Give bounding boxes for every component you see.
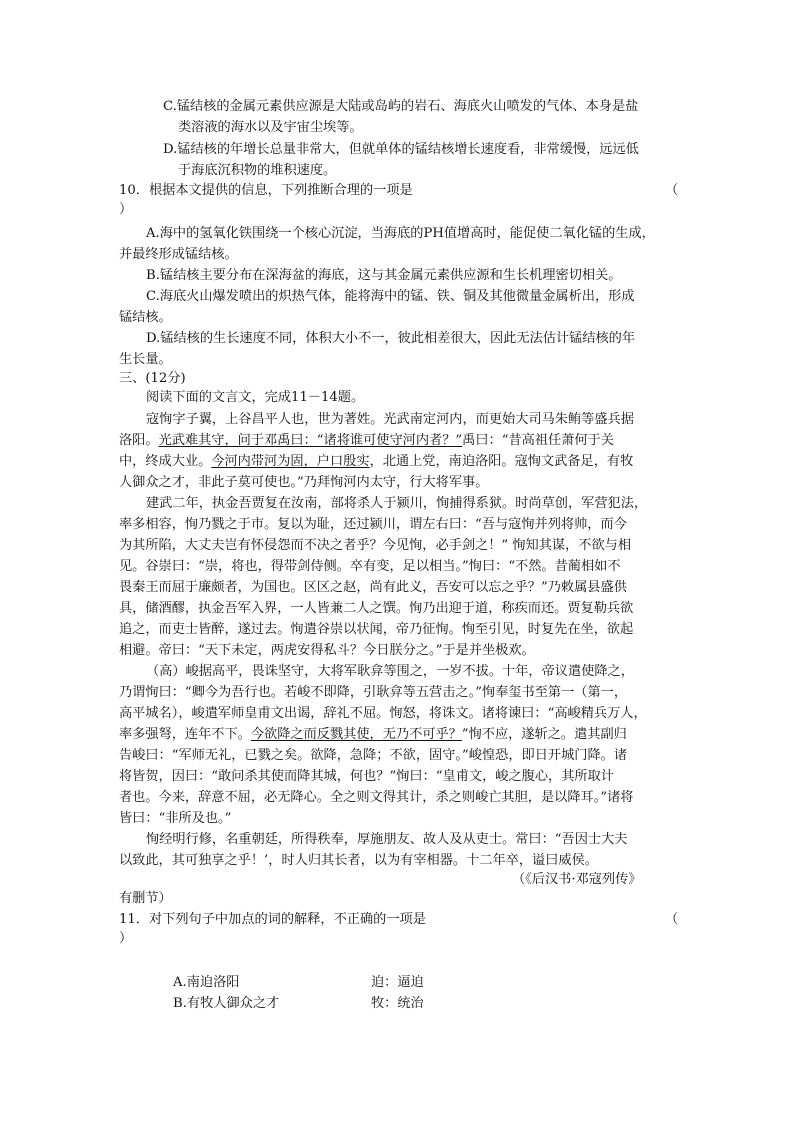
- q10-option-d-line2: 生长量。: [119, 352, 172, 367]
- q11-paren-close: ）: [119, 931, 133, 946]
- passage-text: ，北通上党，南迫洛阳。寇恂文武备足，有牧: [369, 454, 634, 469]
- q10-option-c-line1: C.海底火山爆发喷出的炽热气体，能将海中的锰、铁、铜及其他微量金属析出，形成: [146, 289, 635, 304]
- underlined-sentence: 今河内带河为固，户口殷实: [211, 454, 370, 469]
- q11-option-b-gloss: 牧：统治: [371, 996, 424, 1011]
- source-citation: （《后汉书·邓寇列传》: [512, 872, 642, 887]
- passage-line: [119, 431, 614, 451]
- section-instruction: 阅读下面的文言文，完成11－14题。: [146, 390, 365, 405]
- passage-line: 人御众之才，非此子莫可使也。”乃拜恂河内太守，行大将军事。: [119, 475, 489, 490]
- q9-option-c-line1: C.锰结核的金属元素供应源是大陆或岛屿的岩石、海底火山喷发的气体、本身是盐: [163, 99, 639, 114]
- passage-line: 建武二年，执金吾贾复在汝南，部将杀人于颍川，恂捕得系狱。时尚草创，军营犯法，: [146, 496, 648, 511]
- q11-option-a-gloss: 迫：逼迫: [371, 975, 424, 990]
- passage-line: 见。谷崇曰：“崇，将也，得带剑侍侧。卒有变，足以相当。”恂曰：“不然。昔蔺相如不: [119, 559, 621, 574]
- passage-line: （高）峻据高平，畏诛坚守，大将军耿弇等围之，一岁不拔。十年，帝议遣使降之，: [146, 664, 634, 679]
- passage-line: 寇恂字子翼，上谷昌平人也，世为著姓。光武南定河内，而更始大司马朱鲔等盛兵据: [146, 412, 634, 427]
- q10-option-d-line1: D.锰结核的生长速度不同，体积大小不一，彼此相差很大，因此无法估计锰结核的年: [146, 331, 636, 346]
- q10-paren-close: ）: [119, 202, 133, 217]
- passage-line: 为其所陷，大丈夫岂有怀侵怨而不决之者乎？今见恂，必手剑之！” 恂知其谋，不欲与相: [119, 538, 632, 553]
- passage-line: [119, 725, 627, 745]
- q10-option-c-line2: 锰结核。: [119, 310, 172, 325]
- q10-stem: 10．根据本文提供的信息，下列推断合理的一项是: [119, 183, 413, 198]
- passage-line: 皆曰：“非所及也。”: [119, 811, 232, 826]
- q11-option-b-sentence: B.有牧人御众之才: [173, 996, 280, 1011]
- q10-paren-open: （: [665, 183, 679, 198]
- passage-text: 洛阳。: [119, 433, 159, 448]
- passage-line: 畏秦王而屈于廉颇者，为国也。区区之赵，尚有此义，吾安可以忘之乎？”乃敕属县盛供: [119, 580, 627, 595]
- passage-line: 高平城名），峻遣军师皇甫文出谒，辞礼不屈。恂怒，将诛文。诸将谏曰：“高峻精兵万人，: [119, 706, 647, 721]
- source-citation-cont: 有删节）: [119, 891, 172, 906]
- passage-text: 禹曰：“昔高祖任萧何于关: [462, 433, 614, 448]
- passage-line: 相避。帝曰：“天下未定，两虎安得私斗？今日朕分之。”于是并坐极欢。: [119, 643, 535, 658]
- q10-option-b-line1: B.锰结核主要分布在深海盆的海底，这与其金属元素供应源和生长机理密切相关。: [146, 268, 622, 283]
- q10-option-a-line1: A.海中的氢氧化铁围绕一个核心沉淀，当海底的PH值增高时，能促使二氧化锰的生成，: [146, 226, 655, 241]
- q11-paren-open: （: [665, 912, 679, 927]
- passage-line: 具，储酒醪，执金吾军入界，一人皆兼二人之馔。恂乃出迎于道，称疾而还。贾复勒兵欲: [119, 601, 634, 616]
- passage-line: 追之，而吏士皆醉，遂过去。恂遣谷崇以状闻，帝乃征恂。恂至引见，时复先在坐，欲起: [119, 622, 634, 637]
- passage-line: 将皆贺，因曰：“敢问杀其使而降其城，何也？”恂曰：“皇甫文，峻之腹心，其所取计: [119, 769, 614, 784]
- q11-stem: 11．对下列句子中加点的词的解释，不正确的一项是: [119, 912, 426, 927]
- passage-text: 率多强弩，连年不下。: [119, 727, 251, 742]
- underlined-sentence: 今欲降之而反戮其使，无乃不可乎？: [250, 727, 462, 742]
- passage-text: ”恂不应，遂斩之。遣其副归: [461, 727, 627, 742]
- passage-line: 告峻曰：“军师无礼，已戮之矣。欲降，急降；不欲，固守。”峻惶恐，即日开城门降。诸: [119, 748, 628, 763]
- passage-line: [119, 452, 633, 472]
- section-heading: 三、(12分): [119, 371, 186, 386]
- passage-line: 率多相容，恂乃戮之于市。复以为耻，还过颍川，谓左右曰：“吾与寇恂并列将帅，而今: [119, 517, 627, 532]
- passage-text: 中，终成大业。: [119, 454, 212, 469]
- q9-option-d-line1: D.锰结核的年增长总量非常大，但就单体的锰结核增长速度看，非常缓慢，远远低: [163, 142, 639, 157]
- q11-option-a-sentence: A.南迫洛阳: [173, 975, 240, 990]
- q9-option-d-line2: 于海底沉积物的堆积速度。: [178, 163, 337, 178]
- passage-line: 恂经明行修，名重朝廷，所得秩奉，厚施朋友、故人及从吏士。常曰：“吾因士大夫: [146, 832, 628, 847]
- underlined-sentence: 光武难其守，问于邓禹曰：“诸将谁可使守河内者？”: [158, 433, 463, 448]
- passage-line: 以致此，其可独享之乎！’，时人归其长者，以为有宰相器。十二年卒，谥曰威侯。: [119, 853, 598, 868]
- passage-line: 者也。今来，辞意不屈，必无降心。全之则文得其计，杀之则峻亡其胆，是以降耳。”诸将: [119, 790, 634, 805]
- passage-line: 乃谓恂曰：“卿今为吾行也。若峻不即降，引耿弇等五营击之。”恂奉玺书至第一（第一，: [119, 685, 628, 700]
- q10-option-a-line2: 并最终形成锰结核。: [119, 247, 238, 262]
- q9-option-c-line2: 类溶液的海水以及宇宙尘埃等。: [178, 120, 363, 135]
